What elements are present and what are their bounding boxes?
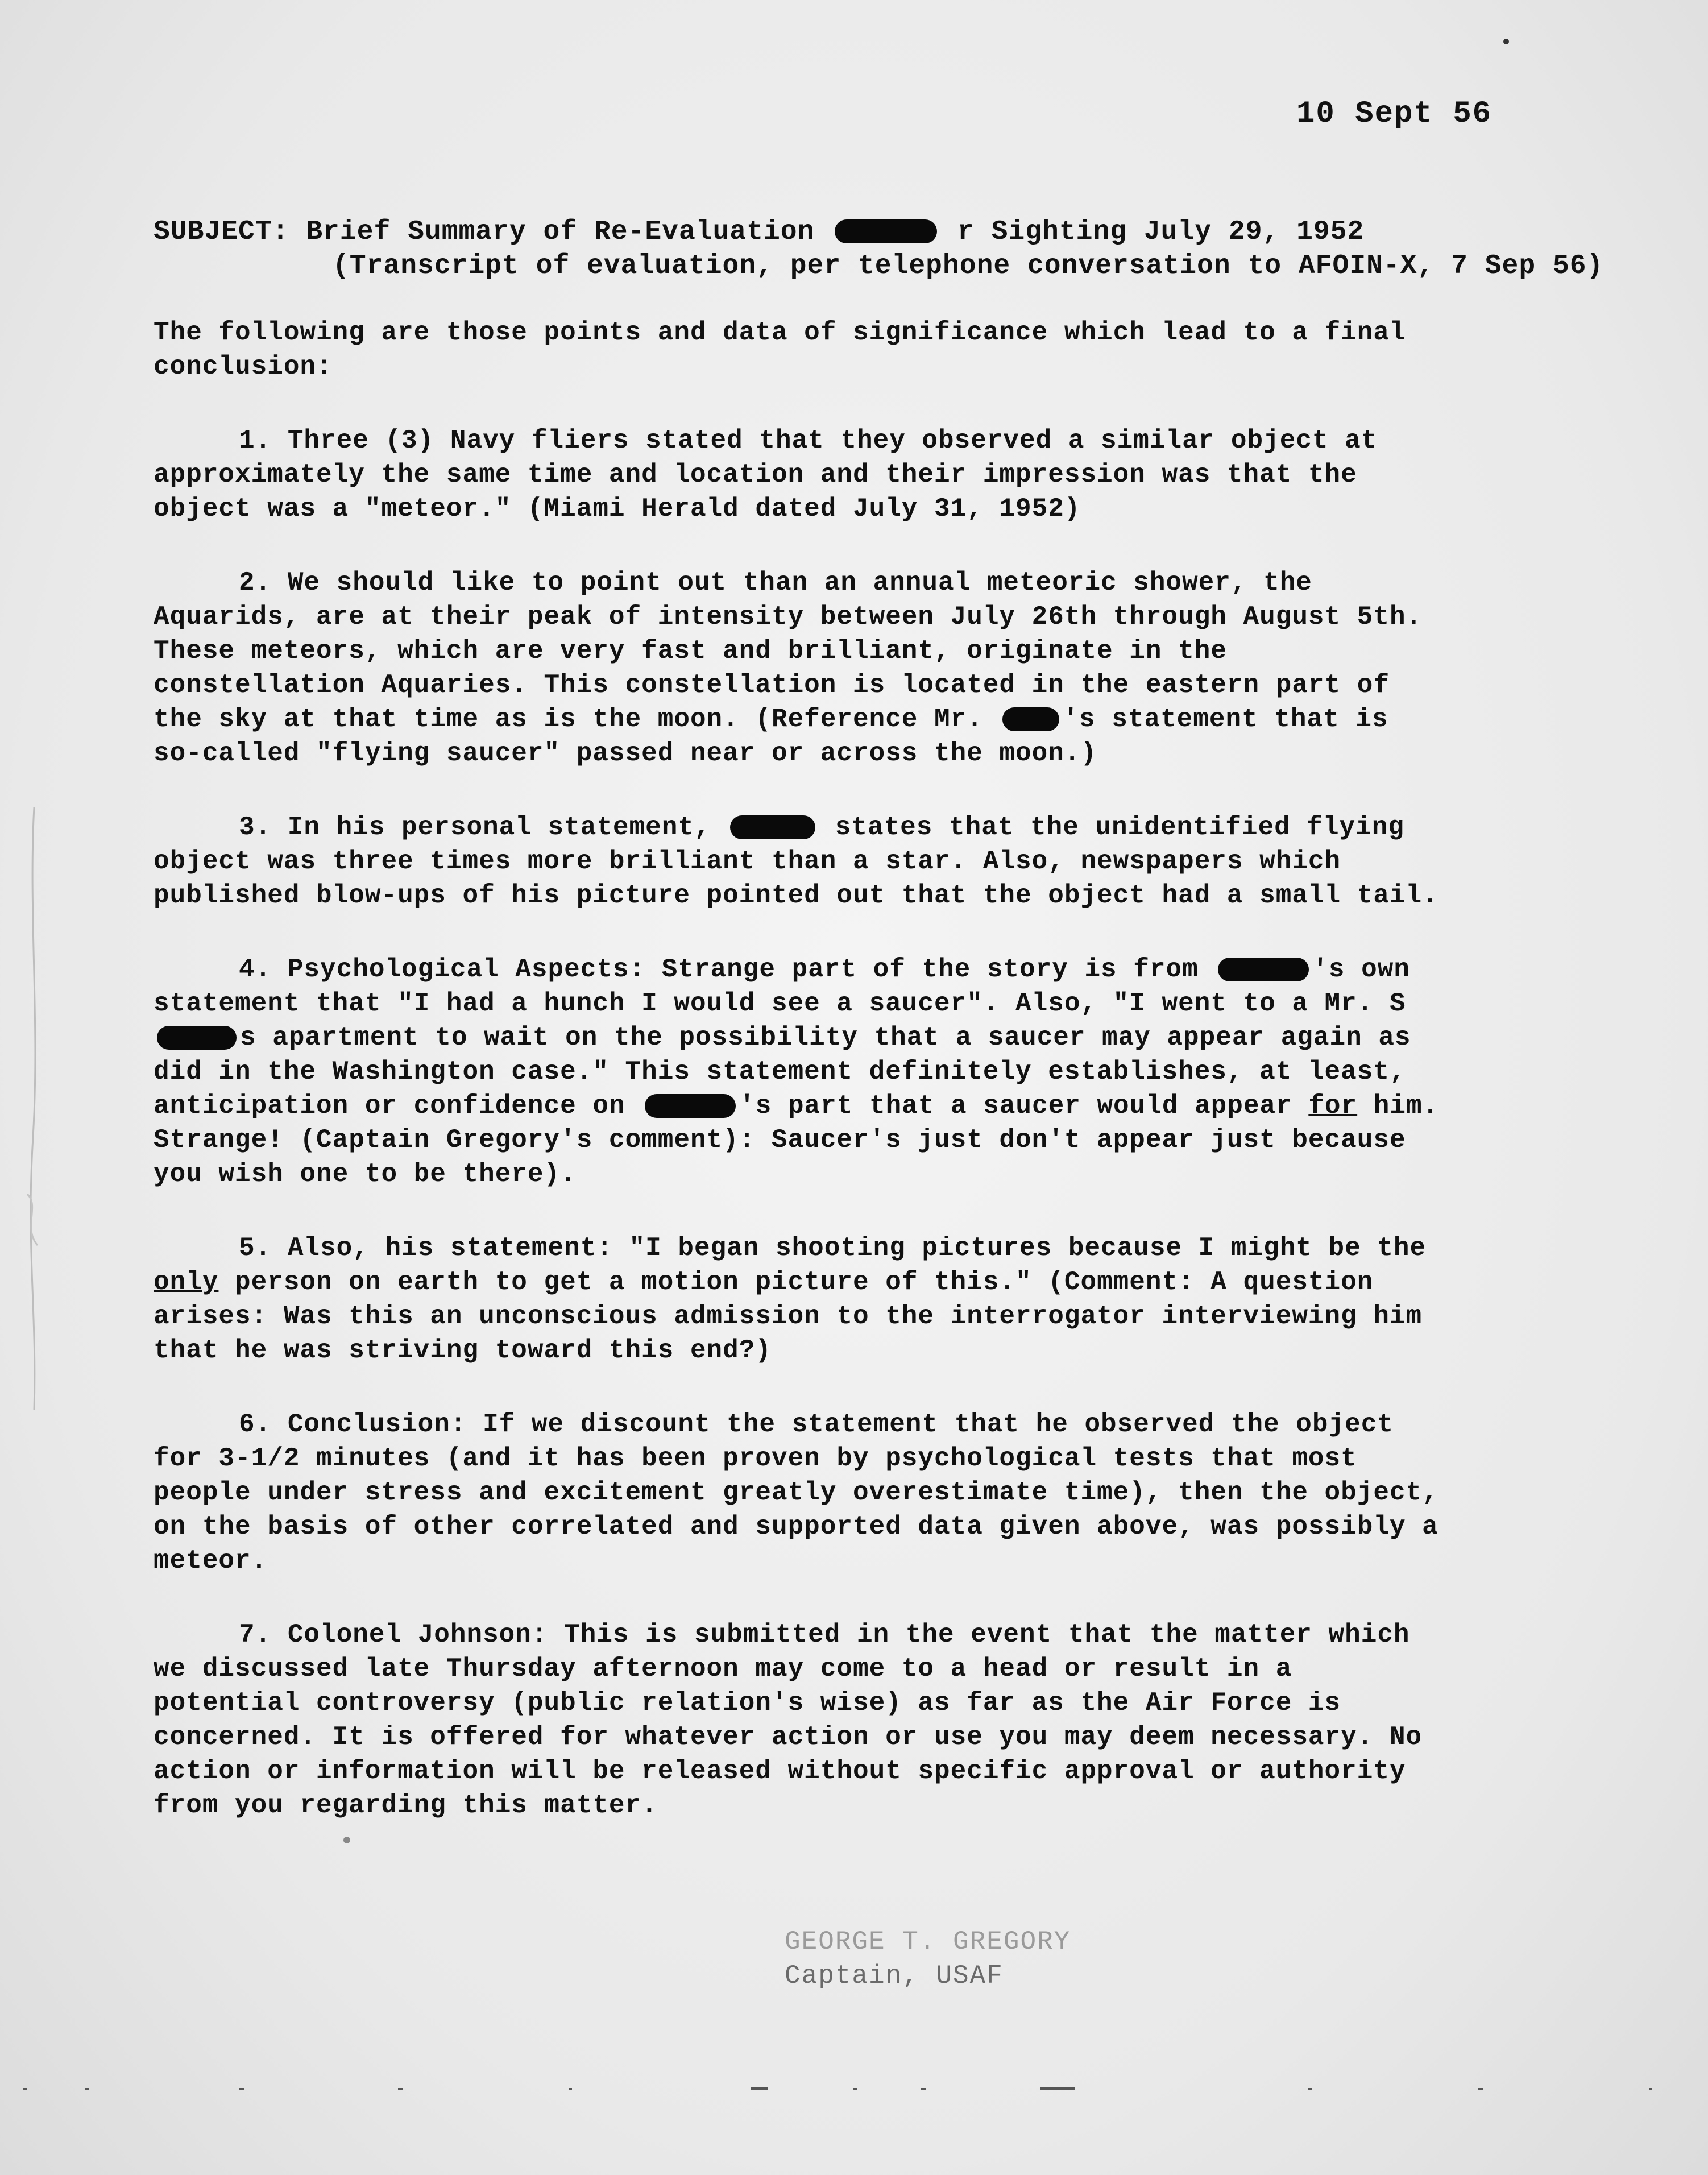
redaction-mark (730, 815, 815, 839)
margin-handwriting (17, 796, 51, 1422)
subject-transcript-note: (Transcript of evaluation, per telephone conversation to AFOIN-X, 7 Sep 56) (333, 251, 1604, 281)
paragraph-text-continued: 's part that a saucer would appear (739, 1091, 1292, 1121)
scan-speck (1503, 39, 1509, 44)
paragraph-6 (154, 1407, 1444, 1578)
redaction-mark (835, 219, 937, 243)
paragraph-number: 3. (239, 813, 272, 842)
paragraph-text: Conclusion: If we discount the statement that he observed the object for 3-1/2 minutes (and it has been proven by psychological tests that most people under stress and excitement greatly overestimate time), then the object, on the basis of other correlated and supported data given above, was possibly a meteor. (154, 1410, 1438, 1576)
subject-block (154, 215, 1643, 283)
paragraph-1 (154, 424, 1444, 526)
paragraph-text-continued: him. Strange! (Captain Gregory's comment): Saucer's just don't appear just because you wish one to be there). (154, 1091, 1439, 1189)
paragraph-text: We should like to point out than an annual meteoric shower, the Aquarids, are at their peak of intensity between July 26th through August 5th. These meteors, which are very fast and brilliant, originate in the constellation Aquaries. This constellation is located in the eastern part of the sky at that time as is the moon. (Reference Mr. (154, 568, 1423, 734)
paragraph-2 (154, 566, 1444, 770)
underlined-word: only (154, 1267, 219, 1297)
paragraph-number: 5. (239, 1233, 272, 1263)
paragraph-text-continued: 's own statement that "I had a hunch I would see a saucer". Also, "I went to a Mr. S (154, 955, 1410, 1018)
paragraph-text-continued: 's statement that is so-called "flying saucer" passed near or across the moon.) (154, 705, 1388, 768)
paragraph-5 (154, 1231, 1444, 1368)
paragraph-number: 4. (239, 955, 272, 984)
intro-text: The following are those points and data of significance which lead to a final conclusion: (154, 318, 1406, 382)
paragraph-text-continued: s apartment to wait on the possibility that a saucer may appear again as did in the Washington case." This statement definitely establishes, at least, anticipation or confidence on (154, 1023, 1411, 1121)
redaction-mark (645, 1094, 736, 1118)
paragraph-3 (154, 810, 1444, 913)
subject-label: SUBJECT: (154, 217, 289, 247)
paragraph-number: 1. (239, 426, 272, 455)
paragraph-number: 7. (239, 1620, 272, 1650)
underlined-word: for (1308, 1091, 1358, 1121)
signature-block (785, 1925, 1071, 1993)
paragraph-text: Also, his statement: "I began shooting pictures because I might be the (287, 1233, 1427, 1263)
paragraph-text-continued: person on earth to get a motion picture of this." (Comment: A question arises: Was this an unconscious admission to the interrogator interviewing him that he was striving toward this end?) (154, 1267, 1423, 1365)
paragraph-number: 2. (239, 568, 272, 598)
scan-speck (343, 1837, 350, 1843)
redaction-mark (157, 1026, 237, 1050)
subject-title-start: Brief Summary of Re-Evaluation (306, 217, 815, 247)
paragraph-text-continued: states that the unidentified flying object was three times more brilliant than a star. Also, newspapers which published blow-ups of his picture pointed out that the object had a small tail. (154, 813, 1438, 910)
redaction-mark (1002, 707, 1059, 731)
signer-title: Captain, USAF (785, 1961, 1004, 1991)
subject-title-end: r Sighting July 29, 1952 (957, 217, 1365, 247)
paragraph-text: In his personal statement, (287, 813, 711, 842)
scan-edge-marks (0, 2081, 1708, 2098)
signer-name: GEORGE T. GREGORY (785, 1927, 1071, 1957)
paragraph-7 (154, 1618, 1444, 1822)
document-body (154, 316, 1444, 1862)
paragraph-4 (154, 952, 1444, 1191)
paragraph-number: 6. (239, 1410, 272, 1439)
document-date: 10 Sept 56 (1296, 97, 1493, 131)
paragraph-text: Psychological Aspects: Strange part of the story is from (287, 955, 1199, 984)
paragraph-text: Colonel Johnson: This is submitted in the event that the matter which we discussed late Thursday afternoon may come to a head or result in a potential controversy (public relation's wise) as far as the Air Force is concerned. It is offered for whatever action or use you may deem necessary. No action or information will be released without specific approval or authority from you regarding this matter. (154, 1620, 1423, 1820)
paragraph-text: Three (3) Navy fliers stated that they observed a similar object at approximately the same time and location and their impression was that the object was a "meteor." (Miami Herald dated July 31, 1952) (154, 426, 1378, 524)
redaction-mark (1218, 958, 1309, 981)
